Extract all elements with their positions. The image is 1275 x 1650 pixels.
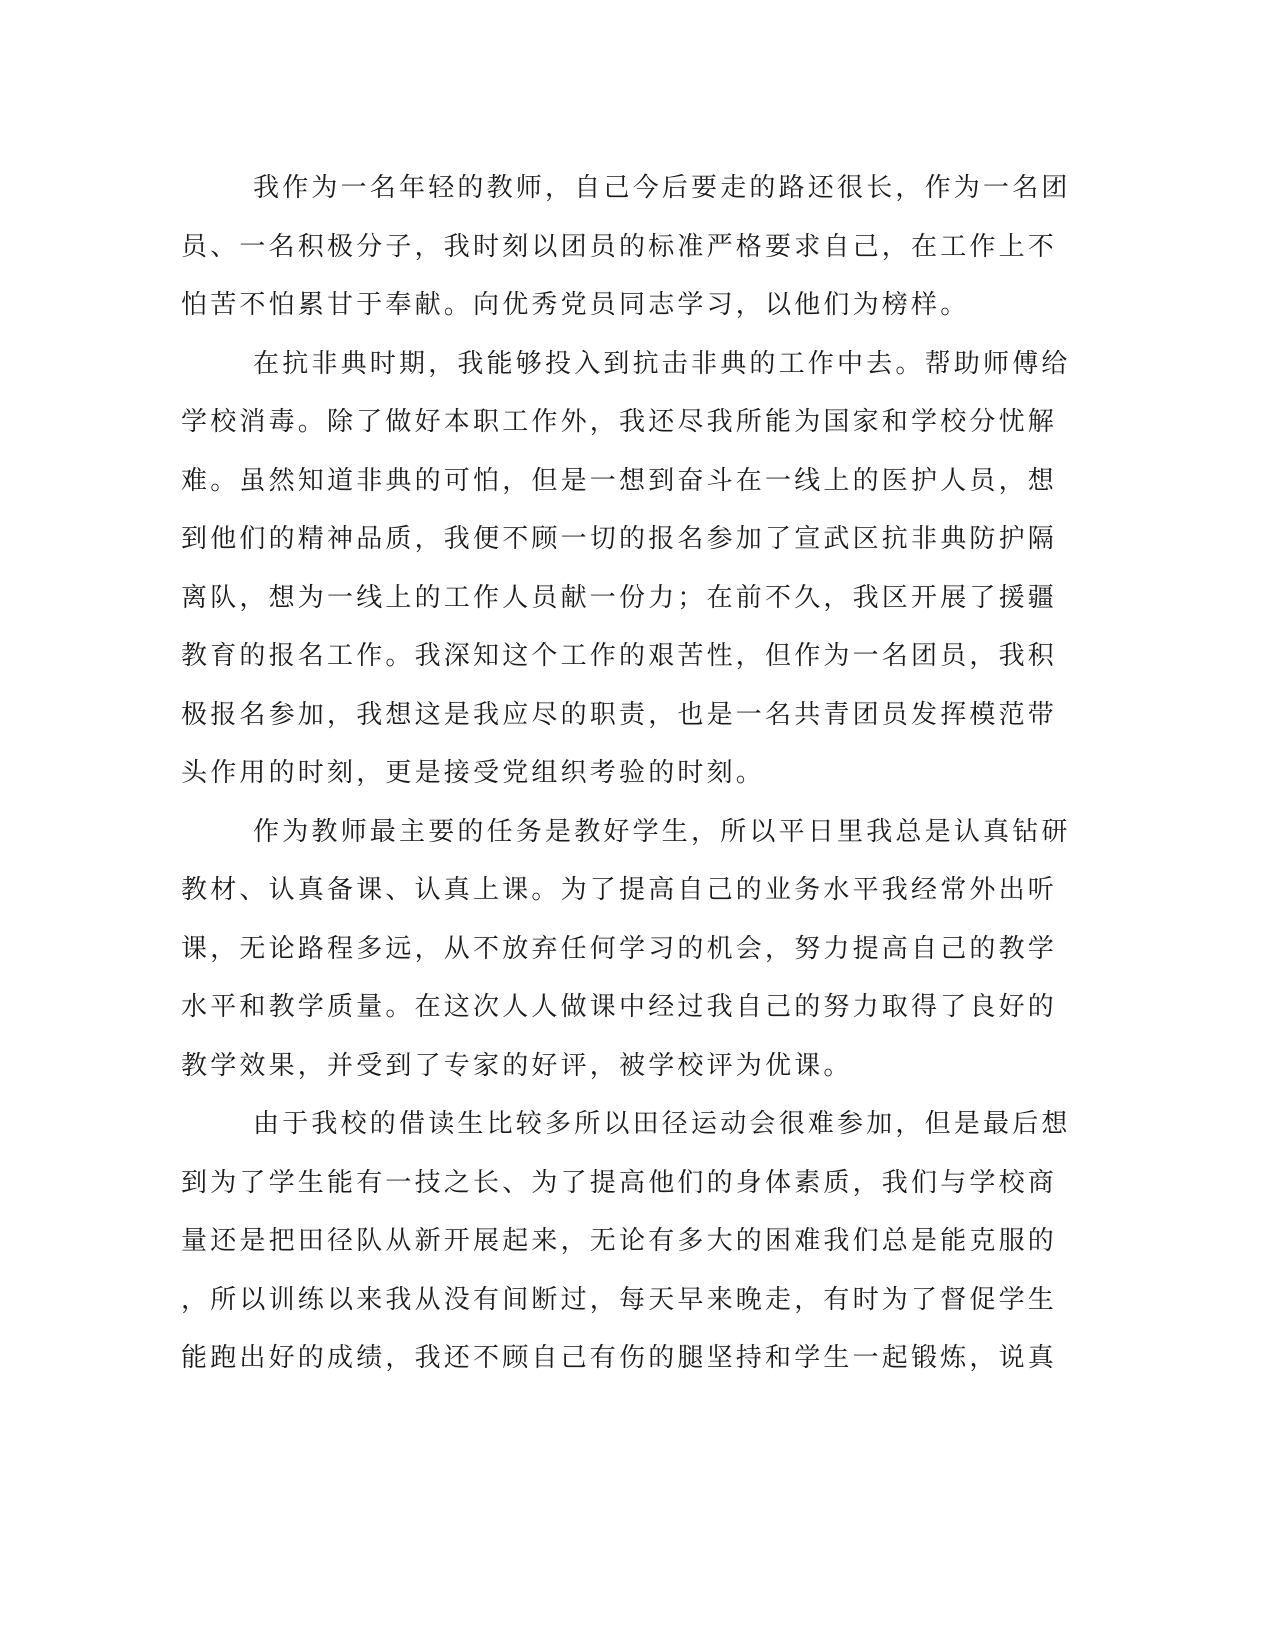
text-line: 教育的报名工作。我深知这个工作的艰苦性，但作为一名团员，我积 <box>181 641 1058 671</box>
text-line: ，所以训练以来我从没有间断过，每天早来晚走，有时为了督促学生 <box>181 1284 1058 1315</box>
text-line: 教学效果，并受到了专家的好评，被学校评为优课。 <box>181 1050 853 1081</box>
text-line: 课，无论路程多远，从不放弃任何学习的机会，努力提高自己的教学 <box>181 933 1058 964</box>
paragraph-4 <box>181 1095 1071 1388</box>
text-line: 我作为一名年轻的教师，自己今后要走的路还很长，作为一名团 <box>253 173 1071 203</box>
text-line: 难。虽然知道非典的可怕，但是一想到奋斗在一线上的医护人员，想 <box>181 465 1058 496</box>
text-line: 水平和教学质量。在这次人人做课中经过我自己的努力取得了良好的 <box>181 992 1058 1022</box>
text-line: 到为了学生能有一技之长、为了提高他们的身体素质，我们与学校商 <box>181 1167 1058 1198</box>
paragraph-3 <box>181 803 1071 1096</box>
document-body <box>181 159 1071 1388</box>
text-line: 量还是把田径队从新开展起来，无论有多大的困难我们总是能克服的 <box>181 1226 1058 1256</box>
text-line: 怕苦不怕累甘于奉献。向优秀党员同志学习，以他们为榜样。 <box>181 290 970 320</box>
text-line: 离队，想为一线上的工作人员献一份力；在前不久，我区开展了援疆 <box>181 582 1058 613</box>
text-line: 到他们的精神品质，我便不顾一切的报名参加了宣武区抗非典防护隔 <box>181 524 1058 554</box>
text-line: 由于我校的借读生比较多所以田径运动会很难参加，但是最后想 <box>253 1109 1071 1139</box>
paragraph-2 <box>181 335 1071 803</box>
text-line: 极报名参加，我想这是我应尽的职责，也是一名共青团员发挥模范带 <box>181 699 1058 730</box>
text-line: 作为教师最主要的任务是教好学生，所以平日里我总是认真钻研 <box>253 816 1071 847</box>
paragraph-1 <box>181 159 1071 335</box>
text-line: 头作用的时刻，更是接受党组织考验的时刻。 <box>181 758 766 788</box>
text-line: 学校消毒。除了做好本职工作外，我还尽我所能为国家和学校分忧解 <box>181 407 1058 437</box>
text-line: 在抗非典时期，我能够投入到抗击非典的工作中去。帮助师傅给 <box>253 348 1071 379</box>
text-line: 能跑出好的成绩，我还不顾自己有伤的腿坚持和学生一起锻炼，说真 <box>181 1343 1058 1373</box>
text-line: 员、一名积极分子，我时刻以团员的标准严格要求自己，在工作上不 <box>181 231 1058 262</box>
text-line: 教材、认真备课、认真上课。为了提高自己的业务水平我经常外出听 <box>181 875 1058 905</box>
